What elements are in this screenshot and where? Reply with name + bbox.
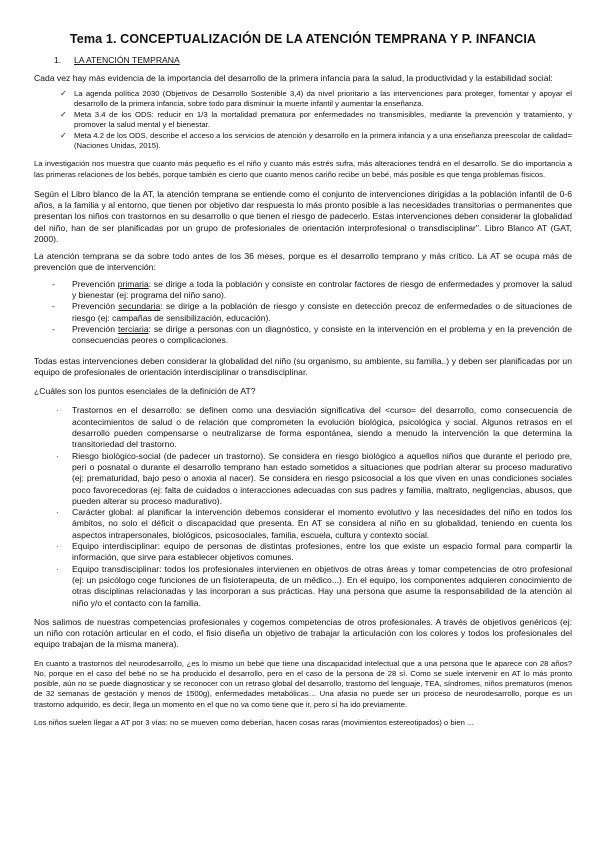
essential-point [52, 564, 572, 609]
checklist-item-text: Meta 3.4 de los ODS: reducir en 1/3 la mortalidad prematura por enfermedades no transmisibles, mediante la prevención y tratamiento, y promover la salud mental y el bienestar. [74, 110, 572, 130]
prevention-description: : se dirige a personas con un diagnóstico, y consiste en la intervención en el problema y en la prevención de consecuencias peores o complicaciones. [72, 323, 572, 346]
bullet-icon: · [56, 451, 59, 461]
checkmark-icon: ✓ [60, 110, 67, 120]
checkmark-icon: ✓ [60, 131, 67, 141]
essential-point-text: Trastornos en el desarrollo: se definen como una desviación significativa del <curso= del desarrollo, como consecuencia de acontecimientos de salud o de relación que comprometen la evolución biológica, psicológica y social. Algunos retrasos en el desarrollo pueden compensarse o neutralizarse de forma espontánea, siendo a menudo la intervención la que determina la transitoriedad del trastorno. [72, 405, 572, 450]
globalidad-paragraph: Todas estas intervenciones deben considerar la globalidad del niño (su organismo, su ambiente, su familia..) y deben ser planificadas por un equipo de profesionales de orientación interdisciplinar o transdisciplinar. [34, 355, 572, 377]
checklist-item-text: Meta 4.2 de los ODS, describe el acceso a los servicios de atención y desarrollo en la primera infancia y a una enseñanza preescolar de calidad= (Naciones Unidas, 2015). [74, 131, 572, 151]
essential-point-text: Carácter global: al planificar la intervención debemos considerar el momento evolutivo y las necesidades del niño en todos los ámbitos, no solo el déficit o discapacidad que presenta. En AT se considera al niño en su globalidad, teniendo en cuenta los aspectos intrapersonales, biológicos, psicosociales, familia, escuela, cultura y contexto social. [72, 507, 572, 540]
document-title: Tema 1. CONCEPTUALIZACIÓN DE LA ATENCIÓN TEMPRANA Y P. INFANCIA [69, 32, 537, 46]
prevention-description: : se dirige a toda la población y consiste en controlar factores de riesgo de enfermedades y promover la salud y bienestar (ej: programa del niño sano). [72, 278, 572, 301]
section-number: 1. [54, 55, 62, 65]
definition-question: ¿Cuáles son los puntos esenciales de la definición de AT? [34, 386, 256, 397]
prevention-term: secundaria [118, 301, 161, 312]
research-note-paragraph: La investigación nos muestra que cuanto más pequeño es el niño y cuanto más estrés sufra, más alteraciones tendrá en el desarrollo. Se dio importancia a las primeras relaciones de los bebés, porque también es cierto que cuanto menos cariño recibe un bebé, más posible es que tenga problemas físicos. [34, 159, 572, 179]
section-heading-text: LA ATENCIÓN TEMPRANA [74, 55, 180, 65]
prevention-prefix: Prevención [72, 278, 118, 289]
essential-point [52, 405, 572, 450]
prevention-item [52, 301, 572, 324]
essential-point-text: Equipo interdisciplinar: equipo de personas de distintas profesiones, entre los que existe un espacio formal para compartir la información, que sirve para establecer objetivos comunes. [72, 541, 572, 563]
dash-bullet: - [52, 278, 55, 289]
essential-point [52, 451, 572, 507]
prevention-description: : se dirige a la población de riesgo y consiste en detección precoz de enfermedades o de situaciones de riesgo (ej: campañas de sensibilización, educación). [72, 301, 572, 323]
essential-point [52, 541, 572, 564]
checklist-item-text: La agenda política 2030 (Objetivos de Desarrollo Sostenible 3,4) da nivel prioritario a las intervenciones para proteger, fomentar y apoyar el desarrollo de la primera infancia, sobre todo para disminuir la muerte infantil y aumentar la enseñanza. [74, 89, 572, 109]
prevention-list [52, 279, 572, 347]
prevention-prefix: Prevención [72, 301, 119, 312]
checklist-item [60, 89, 572, 109]
checkmark-icon: ✓ [60, 89, 67, 99]
prevention-term: terciaria [117, 323, 149, 334]
checklist-item [60, 131, 572, 151]
prevention-prefix: Prevención [72, 323, 118, 334]
bullet-icon: · [56, 406, 59, 416]
bullet-icon: · [56, 564, 59, 574]
prevention-term: primaria [117, 278, 149, 289]
prevention-item [52, 279, 572, 302]
before-36-months-paragraph: La atención temprana se da sobre todo antes de los 36 meses, porque es el desarrollo temprano y más crítico. La AT se ocupa más de prevención que de intervención: [34, 251, 572, 273]
ods-checklist [60, 89, 572, 151]
essential-point-text: Riesgo biológico-social (de padecer un trastorno). Se considera en riesgo biológico a aquellos niños que durante el periodo pre, peri o posnatal o durante el desarrollo temprano han estado sometidos a situaciones que podrían alterar su proceso madurativo (ej: prematuridad, bajo peso o anoxia al nacer). Se considera en riesgo psicosocial a los que viven en unas condiciones sociales poco favorecedoras (ej: falta de cuidados o interacciones adecuadas con sus padres y familia, maltrato, negligencias, abusos, que pueden alterar su proceso madurativo). [72, 450, 572, 506]
checklist-item [60, 110, 572, 130]
essential-points-list [52, 405, 572, 608]
neurodesarrollo-paragraph: En cuanto a trastornos del neurodesarrollo, ¿es lo mismo un bebé que tiene una discapacidad intelectual que a una persona que le aparece con 28 años? No, porque en el caso del bebé no se ha producido el desarrollo, pero en el caso de la persona de 28 sí. Como se suele intervenir en AT lo más pronto posible, aún no se puede diagnosticar y se reconocer con un retraso global del desarrollo, trastorno del lenguaje, TEA, síndromes, niños prematuros (menos de 32 semanas de gestación y menos de 1500g), enfermedades metabólicas… Una afasia no puede ser un proceso de neurodesarrollo, porque es un trastorno adquirido, es decir, llega un momento en el que no va como tiene que ir, pero sí ha ido previamente. [34, 658, 572, 709]
dash-bullet: - [52, 301, 55, 312]
prevention-item [52, 324, 572, 347]
intro-paragraph: Cada vez hay más evidencia de la importancia del desarrollo de la primera infancia para la salud, la productividad y la estabilidad social: [34, 73, 553, 83]
bullet-icon: · [56, 508, 59, 518]
section-heading [54, 55, 572, 65]
competencias-paragraph: Nos salimos de nuestras competencias profesionales y cogemos competencias de otros profesionales. A través de objetivos genéricos (ej: un niño con rotación articular en el codo, el fisio diseña un objetivo de trabajar la articulación con los colores y todos los profesionales del equipo trabajan de la misma manera). [34, 616, 572, 650]
essential-point-text: Equipo transdisciplinar: todos los profesionales intervienen en objetivos de otras áreas y tomar competencias de otro profesional (ej: un psicólogo coge funciones de un fisioterapeuta, de un médico...). En el equipo, los componentes adquieren conocimiento de otras disciplinas relacionadas y las incorporan a sus prácticas. Hay una persona que asume la responsabilidad de la atención al niño y/o el contacto con la familia. [72, 563, 572, 608]
dash-bullet: - [52, 323, 55, 334]
tres-vias-paragraph: Los niños suelen llegar a AT por 3 vías: no se mueven como deberían, hacen cosas raras (movimientos estereotipados) o bien ... [34, 717, 474, 727]
essential-point [52, 507, 572, 541]
libro-blanco-paragraph: Según el Libro blanco de la AT, la atención temprana se entiende como el conjunto de intervenciones dirigidas a la población infantil de 0-6 años, a la familia y al entorno, que tienen por objetivo dar respuesta lo más pronto posible a las necesidades transitorias o permanentes que presentan los niños con trastornos en su desarrollo o que tienen el riesgo de padecerlo. Estas intervenciones deben considerar la globalidad del niño, han de ser planificadas por un grupo de profesionales de orientación interprofesional o transdisciplinar". Libro Blanco AT (GAT, 2000). [34, 188, 572, 244]
bullet-icon: · [56, 542, 59, 552]
